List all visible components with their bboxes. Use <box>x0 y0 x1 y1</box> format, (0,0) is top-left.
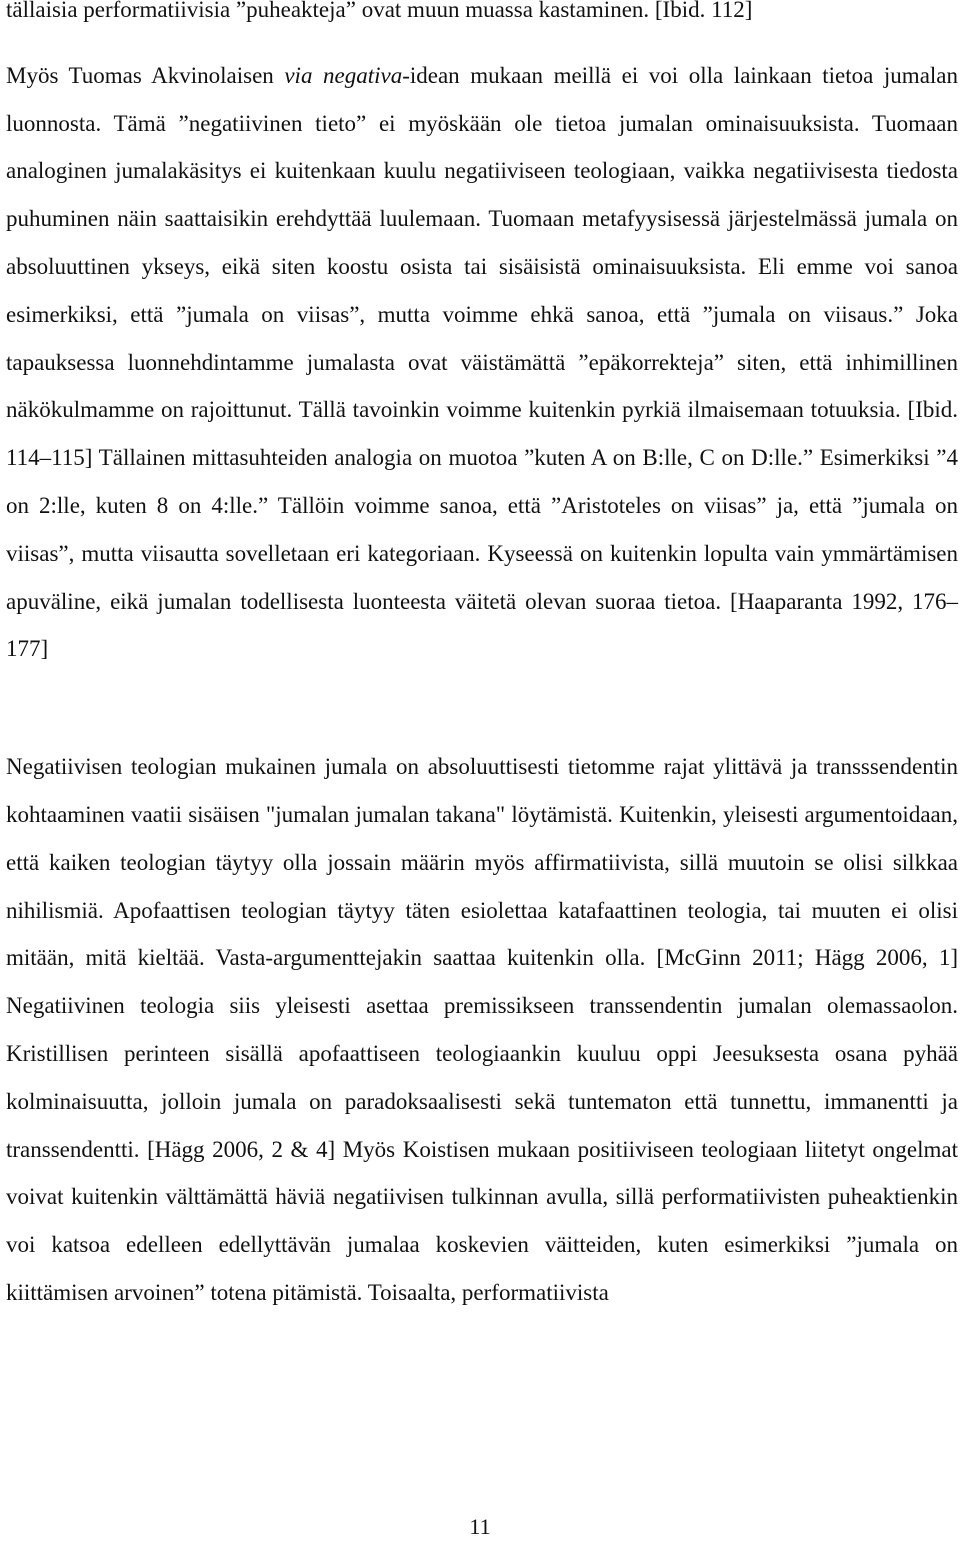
paragraph-gap <box>6 34 958 52</box>
paragraph-akvinolainen <box>6 52 958 673</box>
page-number: 11 <box>469 1514 491 1539</box>
paragraph-body: -idean mukaan meillä ei voi olla lainkaan tietoa jumalan luonnosta. Tämä ”negatiivinen tieto” ei myöskään ole tietoa jumalan ominaisuuksista. Tuomaan analoginen jumalakäsitys ei kuitenkaan kuulu negatiiviseen teologiaan, vaikka negatiivisesta tiedosta puhuminen näin saattaisikin erehdyttää luulemaan. Tuomaan metafyysisessä järjestelmässä jumala on absoluuttinen ykseys, eikä siten koostu osista tai sisäisistä ominaisuuksista. Eli emme voi sanoa esimerkiksi, että ”jumala on viisas”, mutta voimme ehkä sanoa, että ”jumala on viisaus.” Joka tapauksessa luonnehdintamme jumalasta ovat väistämättä ”epäkorrekteja” siten, että inhimillinen näkökulmamme on rajoittunut. Tällä tavoinkin voimme kuitenkin pyrkiä ilmaisemaan totuuksia. [Ibid. 114–115] Tällainen mittasuhteiden analogia on muotoa ”kuten A on B:lle, C on D:lle.” Esimerkiksi ”4 on 2:lle, kuten 8 on 4:lle.” Tällöin voimme sanoa, että ”Aristoteles on viisas” ja, että ”jumala on viisas”, mutta viisautta sovelletaan eri kategoriaan. Kyseessä on kuitenkin lopulta vain ymmärtämisen apuväline, eikä jumalan todellisesta luonteesta väitetä olevan suoraa tietoa. [Haaparanta 1992, 176–177] <box>6 62 959 662</box>
document-page <box>6 0 958 1317</box>
italic-term: via negativa <box>284 62 403 88</box>
paragraph-negative-theology: Negatiivisen teologian mukainen jumala on absoluuttisesti tietomme rajat ylittävä ja transssendentin kohtaaminen vaatii sisäisen "jumalan jumalan takana" löytämistä. Kuitenkin, yleisesti argumentoidaan, että kaiken teologian täytyy olla jossain määrin myös affirmatiivista, sillä muutoin se olisi silkkaa nihilismiä. Apofaattisen teologian täytyy täten esiolettaa katafaattinen teologia, tai muuten ei olisi mitään, mitä kieltää. Vasta-argumenttejakin saattaa kuitenkin olla. [McGinn 2011; Hägg 2006, 1] Negatiivinen teologia siis yleisesti asettaa premissikseen transsendentin jumalan olemassaolon. Kristillisen perinteen sisällä apofaattiseen teologiaankin kuuluu oppi Jeesuksesta osana pyhää kolminaisuutta, jolloin jumala on paradoksaalisesti sekä tuntematon että tunnettu, immanentti ja transsendentti. [Hägg 2006, 2 & 4] Myös Koistisen mukaan positiiviseen teologiaan liitetyt ongelmat voivat kuitenkin välttämättä häviä negatiivisen tulkinnan avulla, sillä performatiivisten puheaktienkin voi katsoa edelleen edellyttävän jumalaa koskevien väitteiden, kuten esimerkiksi ”jumala on kiittämisen arvoinen” totena pitämistä. Toisaalta, performatiivista <box>6 754 958 1305</box>
paragraph-gap <box>6 673 958 743</box>
carryover-line: tällaisia performatiivisia ”puheakteja” ovat muun muassa kastaminen. [Ibid. 112] <box>6 0 753 22</box>
paragraph-lead: Myös Tuomas Akvinolaisen <box>6 62 285 88</box>
